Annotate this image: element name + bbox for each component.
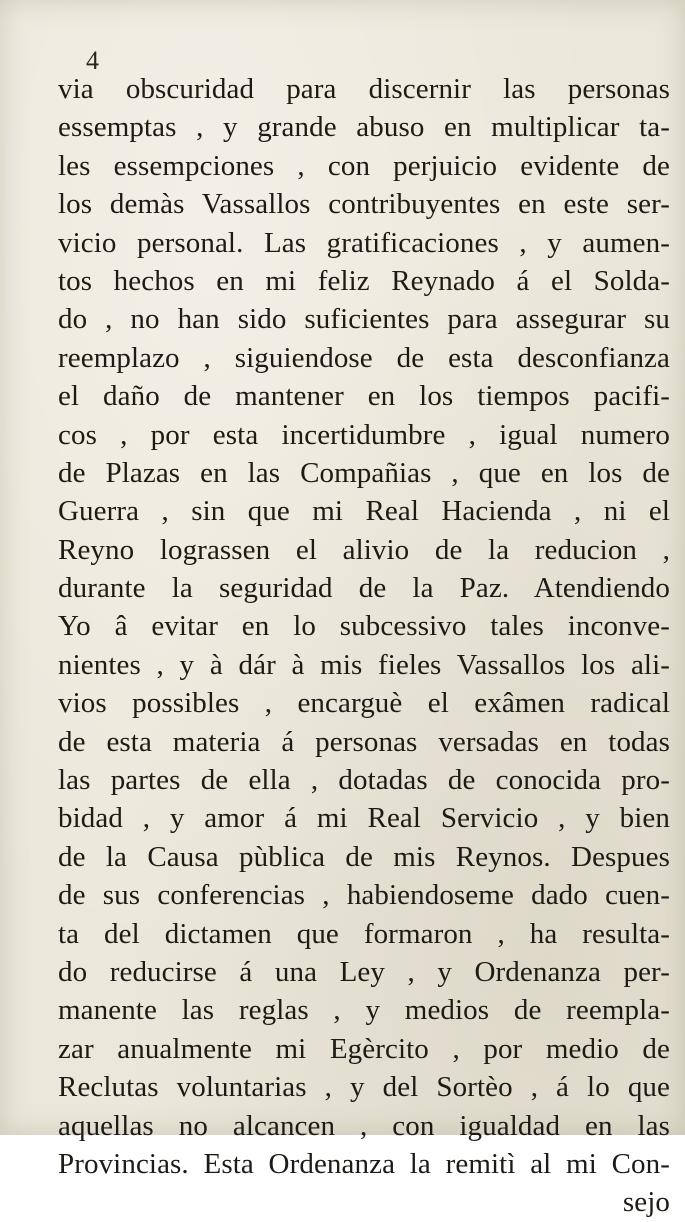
text-line: do , no han sido suficientes para assegurar su (58, 303, 670, 336)
text-line: el daño de mantener en los tiempos pacifi- (58, 380, 670, 413)
text-line: vicio personal. Las gratificaciones , y aumen- (58, 226, 670, 259)
page-number: 4 (86, 46, 99, 75)
text-line: cos , por esta incertidumbre , igual numero (58, 418, 670, 451)
text-line: via obscuridad para discernir las personas (58, 73, 670, 105)
text-line: bidad , y amor á mi Real Servicio , y bien (58, 802, 670, 835)
text-line: Yo â evitar en lo subcessivo tales inconve- (58, 610, 670, 643)
text-line: ta del dictamen que formaron , ha resulta- (58, 917, 670, 950)
text-line: los demàs Vassallos contribuyentes en este ser- (58, 188, 670, 221)
text-line: de la Causa pùblica de mis Reynos. Despues (58, 840, 670, 873)
text-line: Reclutas voluntarias , y del Sortèo , á lo que (58, 1071, 670, 1104)
text-line: aquellas no alcancen , con igualdad en las (58, 1109, 670, 1142)
text-line: Guerra , sin que mi Real Hacienda , ni el (58, 495, 670, 528)
text-line: durante la seguridad de la Paz. Atendiendo (58, 572, 670, 605)
text-line: las partes de ella , dotadas de conocida pro- (58, 764, 670, 797)
text-line: de esta materia á personas versadas en todas (58, 725, 670, 758)
text-line: de sus conferencias , habiendoseme dado cuen- (58, 879, 670, 912)
text-line: do reducirse á una Ley , y Ordenanza per- (58, 955, 670, 988)
text-line: les essempciones , con perjuicio evidente de (58, 149, 670, 182)
text-line: Provincias. Esta Ordenanza la remitì al mi Con- (58, 1147, 670, 1180)
text-line: manente las reglas , y medios de reempla- (58, 994, 670, 1027)
text-line: de Plazas en las Compañias , que en los de (58, 456, 670, 489)
text-line: vios possibles , encarguè el exâmen radical (58, 687, 670, 720)
body-text (58, 70, 670, 1222)
text-line: tos hechos en mi feliz Reynado á el Solda- (58, 264, 670, 297)
text-line: Reyno lograssen el alivio de la reducion , (58, 533, 670, 566)
text-line: zar anualmente mi Egèrcito , por medio de (58, 1032, 670, 1065)
text-line: nientes , y à dár à mis fieles Vassallos los ali- (58, 648, 670, 681)
catchword: sejo (622, 1186, 670, 1219)
text-line: essemptas , y grande abuso en multiplicar ta- (58, 111, 670, 144)
text-line: reemplazo , siguiendose de esta desconfianza (58, 341, 670, 374)
